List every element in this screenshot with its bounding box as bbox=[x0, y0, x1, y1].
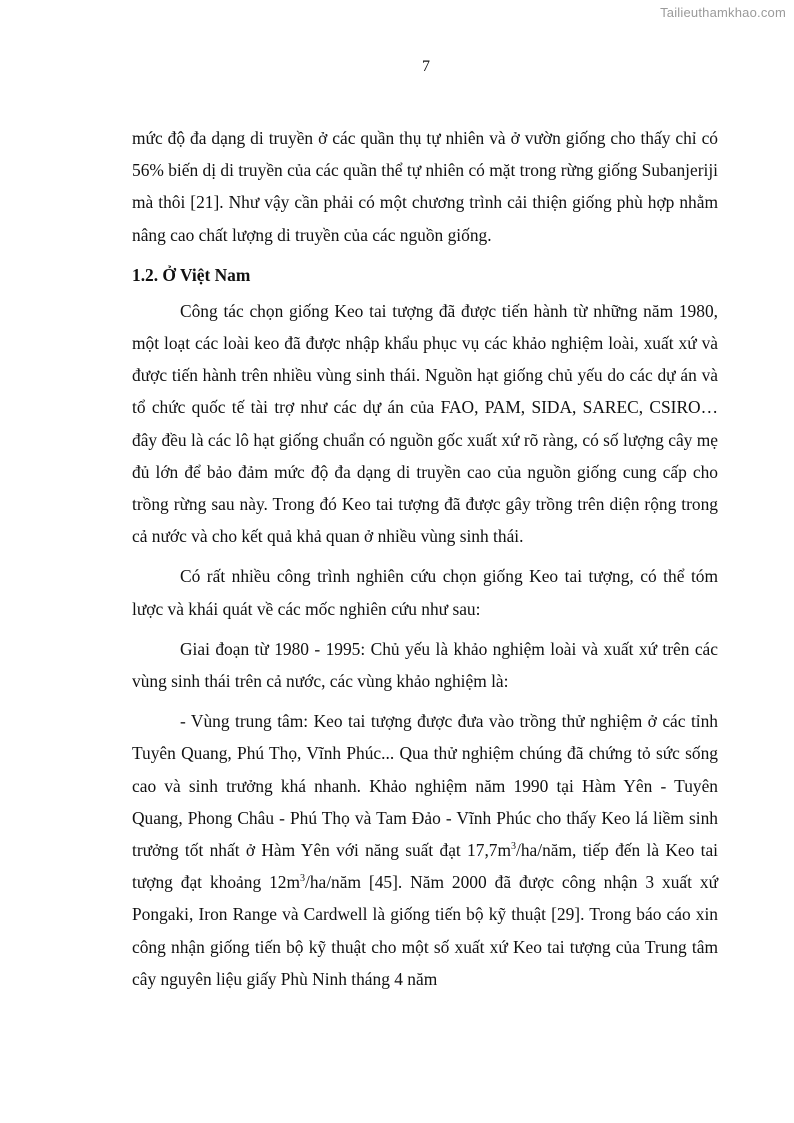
paragraph-phase-1980-1995: Giai đoạn từ 1980 - 1995: Chủ yếu là khảo nghiệm loài và xuất xứ trên các vùng sinh thái trên cả nước, các vùng khảo nghiệm là: bbox=[132, 638, 718, 692]
document-body bbox=[132, 122, 718, 1003]
watermark: Tailieuthamkhao.com bbox=[660, 5, 786, 20]
paragraph-text-part-3: /ha/năm [45]. Năm 2000 đã được công nhận 3 xuất xứ Pongaki, Iron Range và Cardwell là giống tiến bộ kỹ thuật [29]. Trong báo cáo xin công nhận giống tiến bộ kỹ thuật cho một số xuất xứ Keo tai tượng của Trung tâm cây nguyên liệu giấy Phù Ninh tháng 4 năm bbox=[132, 872, 718, 989]
paragraph-breeding-history: Công tác chọn giống Keo tai tượng đã được tiến hành từ những năm 1980, một loạt các loài keo đã được nhập khẩu phục vụ các khảo nghiệm loài, xuất xứ và được tiến hành trên nhiều vùng sinh thái. Nguồn hạt giống chủ yếu do các dự án và tổ chức quốc tế tài trợ như các dự án của FAO, PAM, SIDA, SAREC, CSIRO… đây đều là các lô hạt giống chuẩn có nguồn gốc xuất xứ rõ ràng, có số lượng cây mẹ đủ lớn để bảo đảm mức độ đa dạng di truyền cao của nguồn giống cung cấp cho trồng rừng sau này. Trong đó Keo tai tượng đã được gây trồng trên diện rộng trong cả nước và cho kết quả khả quan ở nhiều vùng sinh thái. bbox=[132, 300, 718, 547]
paragraph-text-part-1: - Vùng trung tâm: Keo tai tượng được đưa vào trồng thử nghiệm ở các tỉnh Tuyên Quang, Phú Thọ, Vĩnh Phúc... Qua thử nghiệm chúng đã chứng tỏ sức sống cao và sinh trưởng khá nhanh. Khảo nghiệm năm 1990 tại Hàm Yên - Tuyên Quang, Phong Châu - Phú Thọ và Tam Đảo - Vĩnh Phúc cho thấy Keo lá liềm sinh trưởng tốt nhất ở Hàm Yên với năng suất đạt 17,7m bbox=[132, 711, 718, 861]
paragraph-text-part-2: /ha/năm, tiếp đến là Keo tai tượng đạt khoảng 12m bbox=[132, 840, 718, 893]
superscript-cubic-2: 3 bbox=[299, 873, 305, 885]
paragraph-research-summary: Có rất nhiều công trình nghiên cứu chọn giống Keo tai tượng, có thể tóm lược và khái quát về các mốc nghiên cứu như sau: bbox=[132, 566, 718, 619]
page-number: 7 bbox=[422, 58, 430, 75]
paragraph-central-region bbox=[132, 705, 718, 995]
superscript-cubic-1: 3 bbox=[511, 841, 517, 853]
paragraph-continuation: mức độ đa dạng di truyền ở các quần thụ tự nhiên và ở vườn giống cho thấy chỉ có 56% biến dị di truyền của các quần thể tự nhiên có mặt trong rừng giống Subanjeriji mà thôi [21]. Như vậy cần phải có một chương trình cải thiện giống phù hợp nhằm nâng cao chất lượng di truyền của các nguồn giống. bbox=[132, 128, 718, 245]
section-heading: 1.2. Ở Việt Nam bbox=[132, 264, 251, 285]
